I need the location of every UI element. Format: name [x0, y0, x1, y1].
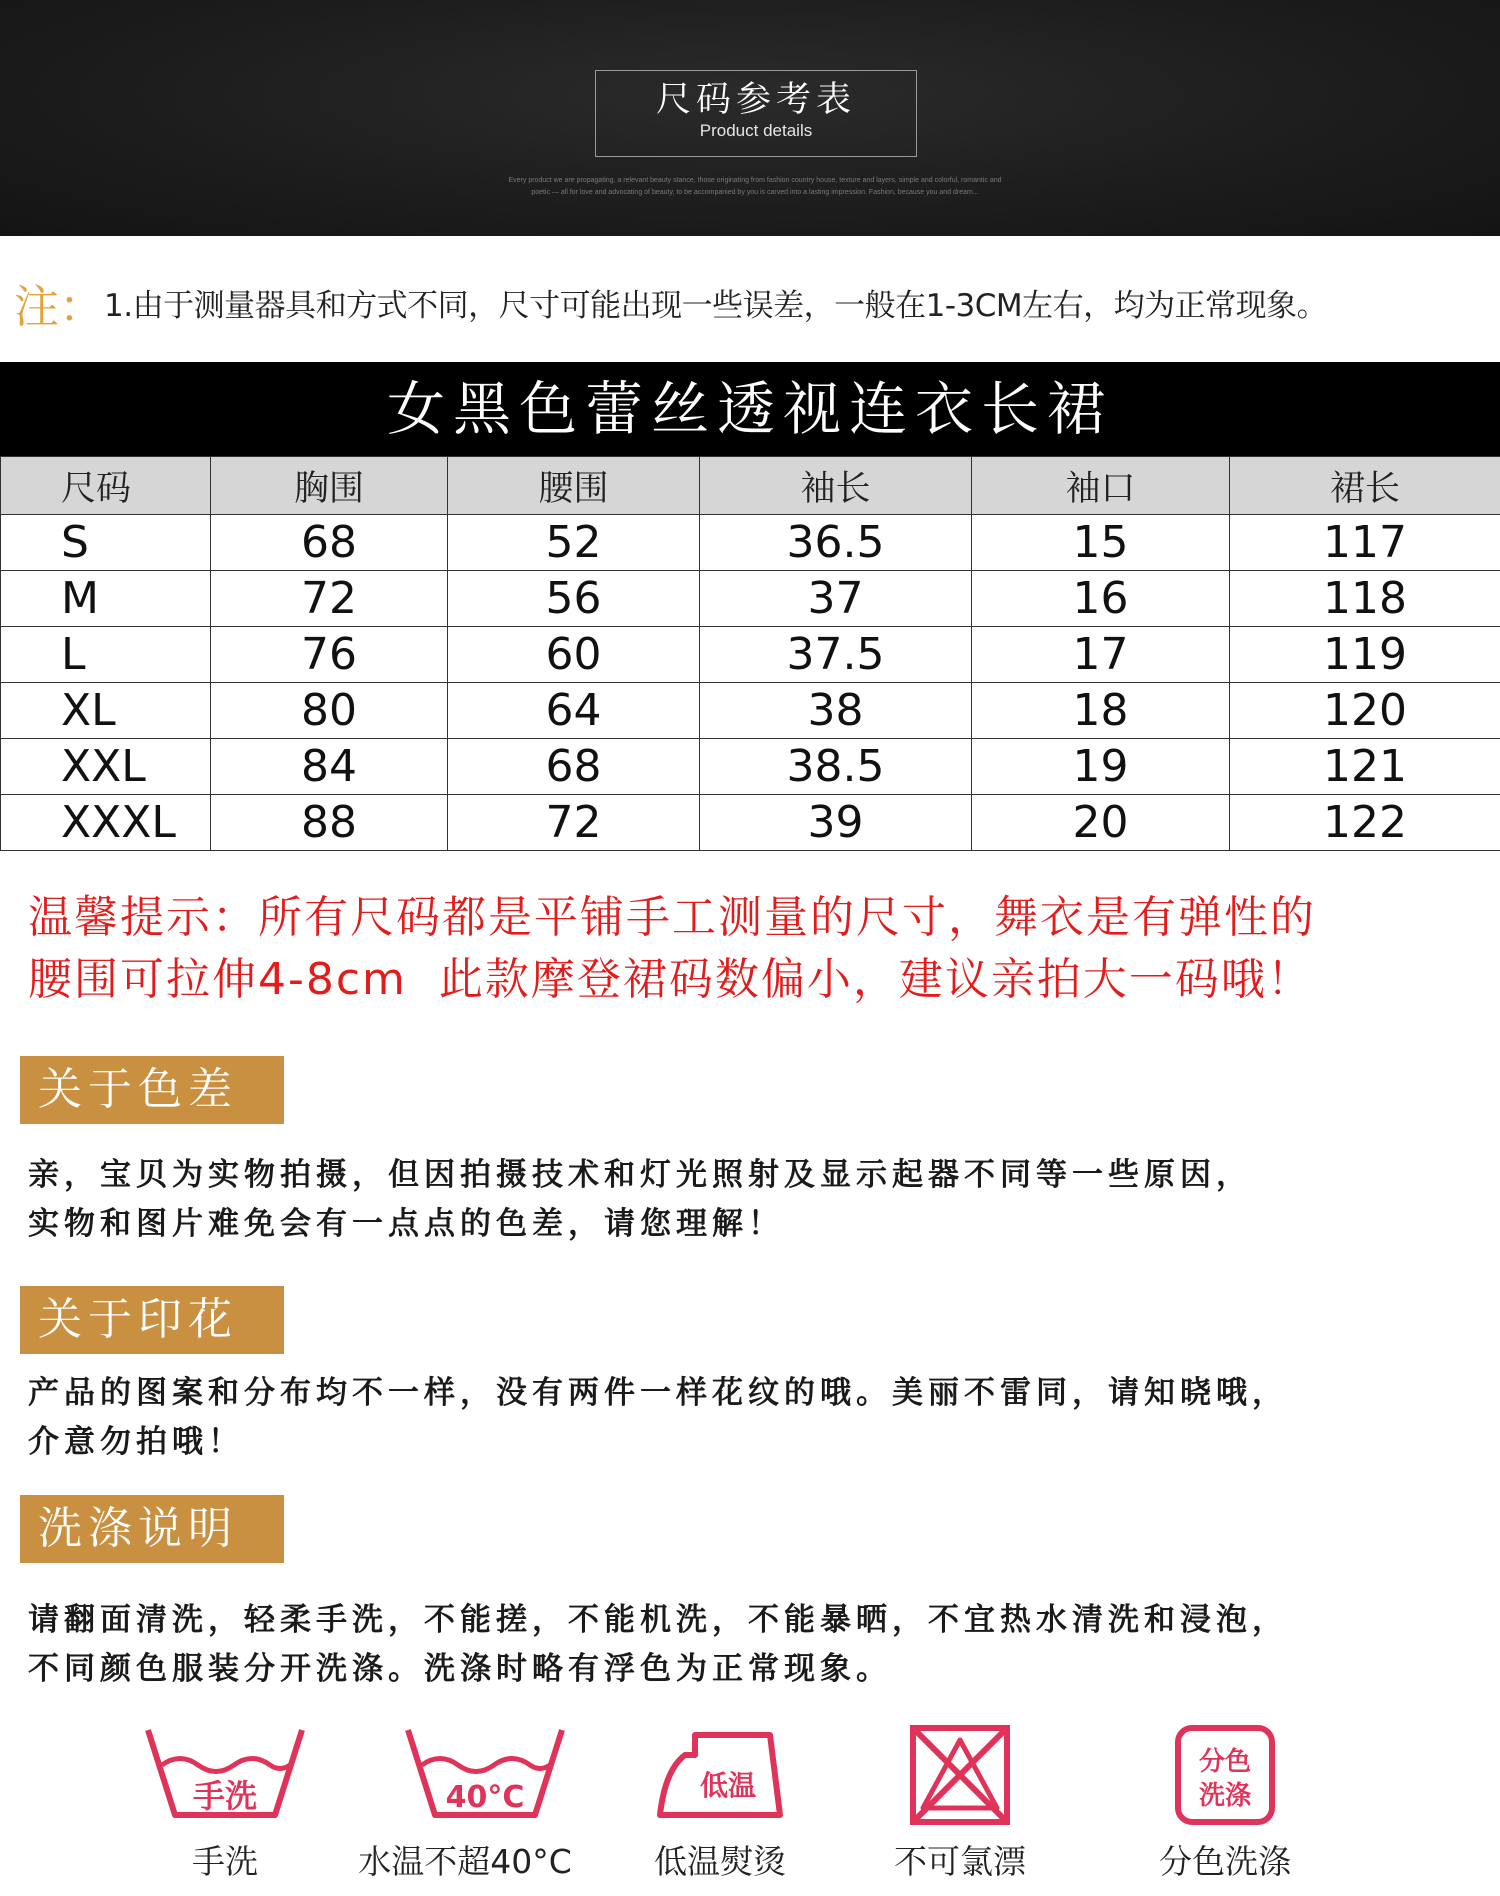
low-iron-icon	[650, 1720, 790, 1830]
paragraph-line: 请翻面清洗，轻柔手洗，不能搓，不能机洗，不能暴晒，不宜热水清洗和浸泡，	[28, 1602, 1288, 1638]
table-row	[1, 571, 1500, 627]
icon-symbol-text: 低温	[699, 1769, 757, 1802]
header-size: 尺码	[1, 457, 211, 515]
icon-symbol-text: 分色	[1198, 1747, 1252, 1777]
table-cell: 37	[700, 571, 972, 627]
note-mark: 注：	[14, 280, 105, 333]
header-dress-length: 裙长	[1230, 457, 1500, 515]
header-fine-print	[470, 175, 1040, 199]
table-row	[1, 627, 1500, 683]
page-title: 尺码参考表	[655, 80, 856, 120]
care-label: 水温不超40°C	[358, 1842, 572, 1881]
fine-print-line: poetic — all for love and advocating of beauty, to be accompanied by you is carved into a lasting impression. Fashion, because you and dream...	[531, 189, 979, 196]
table-cell: 18	[972, 683, 1230, 739]
table-row	[1, 739, 1500, 795]
section-title-washing: 洗涤说明	[20, 1495, 284, 1563]
icon-symbol-text: 洗涤	[1198, 1781, 1252, 1811]
table-cell: S	[1, 515, 211, 571]
table-cell: 52	[448, 515, 700, 571]
paragraph-line: 不同颜色服装分开洗涤。洗涤时略有浮色为正常现象。	[28, 1651, 892, 1687]
section-text-washing	[28, 1596, 1488, 1694]
no-bleach-icon	[905, 1720, 1015, 1830]
warm-tip	[28, 887, 1488, 1011]
table-cell: 17	[972, 627, 1230, 683]
table-row	[1, 795, 1500, 851]
size-table-title: 女黑色蕾丝透视连衣长裙	[0, 362, 1500, 456]
paragraph-line: 亲，宝贝为实物拍摄，但因拍摄技术和灯光照射及显示起器不同等一些原因，	[28, 1157, 1252, 1193]
warm-tip-line: 温馨提示：所有尺码都是平铺手工测量的尺寸，舞衣是有弹性的	[28, 892, 1316, 943]
table-cell: 19	[972, 739, 1230, 795]
table-cell: L	[1, 627, 211, 683]
header-cuff: 袖口	[972, 457, 1230, 515]
measurement-note	[14, 270, 1494, 335]
table-row	[1, 515, 1500, 571]
table-cell: 118	[1230, 571, 1500, 627]
section-text-print	[28, 1369, 1488, 1467]
table-cell: 72	[448, 795, 700, 851]
icon-symbol-text: 手洗	[192, 1777, 258, 1815]
table-cell: 80	[211, 683, 448, 739]
table-cell: 20	[972, 795, 1230, 851]
paragraph-line: 介意勿拍哦！	[28, 1424, 244, 1460]
table-cell: 72	[211, 571, 448, 627]
header-sleeve-length: 袖长	[700, 457, 972, 515]
header-waist: 腰围	[448, 457, 700, 515]
table-row	[1, 683, 1500, 739]
table-cell: 117	[1230, 515, 1500, 571]
table-cell: 64	[448, 683, 700, 739]
section-text-color-difference	[28, 1151, 1488, 1249]
section-title-color-difference: 关于色差	[20, 1056, 284, 1124]
table-cell: 84	[211, 739, 448, 795]
page-subtitle: Product details	[699, 121, 813, 140]
table-cell: 56	[448, 571, 700, 627]
care-label: 分色洗涤	[1159, 1842, 1291, 1881]
table-cell: 119	[1230, 627, 1500, 683]
care-label: 不可氯漂	[894, 1842, 1026, 1881]
table-cell: 15	[972, 515, 1230, 571]
table-cell: XL	[1, 683, 211, 739]
table-cell: 121	[1230, 739, 1500, 795]
paragraph-line: 产品的图案和分布均不一样，没有两件一样花纹的哦。美丽不雷同，请知晓哦，	[28, 1375, 1288, 1411]
care-label: 低温熨烫	[654, 1842, 786, 1881]
table-cell: 39	[700, 795, 972, 851]
care-label: 手洗	[192, 1842, 258, 1881]
icon-symbol-text: 40°C	[445, 1780, 525, 1815]
table-cell: 16	[972, 571, 1230, 627]
paragraph-line: 实物和图片难免会有一点点的色差，请您理解！	[28, 1206, 784, 1242]
table-cell: 38.5	[700, 739, 972, 795]
table-cell: 37.5	[700, 627, 972, 683]
table-cell: 36.5	[700, 515, 972, 571]
table-cell: 122	[1230, 795, 1500, 851]
hand-wash-icon	[140, 1720, 310, 1830]
warm-tip-line: 腰围可拉伸4-8cm 此款摩登裙码数偏小，建议亲拍大一码哦！	[28, 954, 1313, 1005]
table-cell: 88	[211, 795, 448, 851]
header-bust: 胸围	[211, 457, 448, 515]
table-cell: 68	[448, 739, 700, 795]
table-cell: 120	[1230, 683, 1500, 739]
table-cell: 60	[448, 627, 700, 683]
header-title-box	[595, 70, 917, 157]
header-banner	[0, 0, 1500, 236]
table-cell: XXXL	[1, 795, 211, 851]
table-cell: M	[1, 571, 211, 627]
note-text: 1.由于测量器具和方式不同，尺寸可能出现一些误差，一般在1-3CM左右，均为正常现象。	[104, 288, 1328, 324]
table-cell: 68	[211, 515, 448, 571]
wash-separately-icon	[1170, 1720, 1280, 1830]
table-cell: 76	[211, 627, 448, 683]
size-table	[0, 456, 1500, 851]
wash-40c-icon	[400, 1720, 570, 1830]
table-cell: 38	[700, 683, 972, 739]
fine-print-line: Every product we are propagating, a relevant beauty stance, those originating from fashion country house, texture and layers, simple and colorful, romantic and	[508, 177, 1002, 184]
table-header-row	[1, 457, 1500, 515]
table-cell: XXL	[1, 739, 211, 795]
section-title-print: 关于印花	[20, 1286, 284, 1354]
